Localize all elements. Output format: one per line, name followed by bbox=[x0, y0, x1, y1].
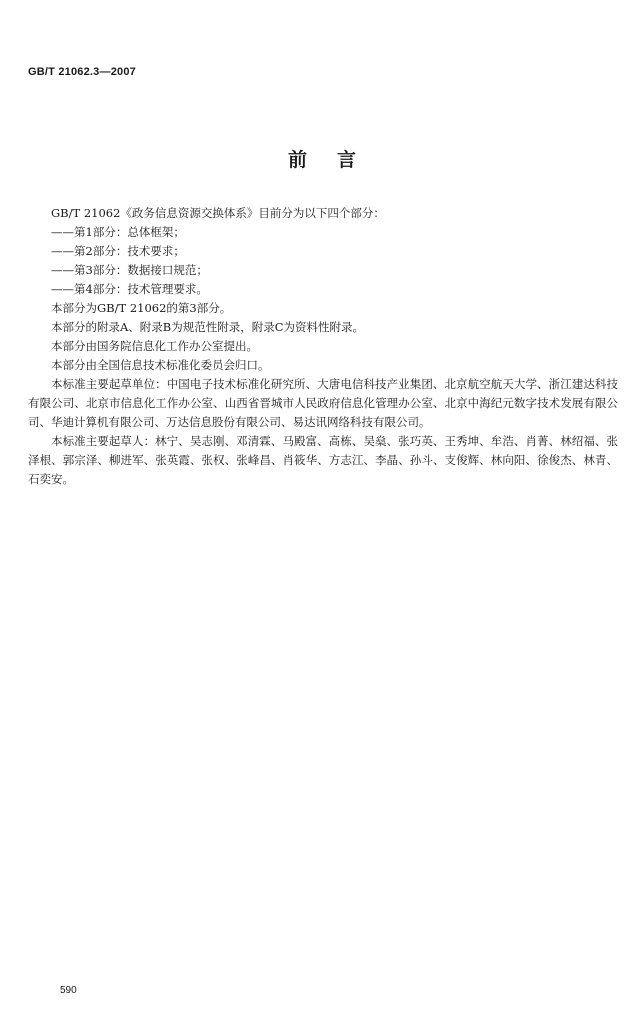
proposed-by-paragraph: 本部分由国务院信息化工作办公室提出。 bbox=[51, 339, 258, 353]
intro-paragraph: GB/T 21062《政务信息资源交换体系》目前分为以下四个部分： bbox=[51, 206, 385, 220]
standard-number: GB/T 21062.3—2007 bbox=[28, 66, 136, 78]
managed-by-paragraph: 本部分由全国信息技术标准化委员会归口。 bbox=[51, 358, 270, 372]
page-title: 前言 bbox=[287, 149, 386, 171]
foreword-body bbox=[28, 204, 618, 489]
drafters-paragraph: 本标准主要起草人：林宁、吴志刚、邓清霖、马殿富、高栋、吴燊、张巧英、王秀坤、牟浩、肖菁、林绍福、张泽根、郭宗泽、柳进军、张英霞、张权、张峰昌、肖筱华、方志江、李晶、孙斗、支俊辉、林向阳、徐俊杰、林青、石奕安。 bbox=[28, 434, 618, 486]
page-number: 590 bbox=[60, 985, 77, 996]
part-list-item-3: ——第3部分：数据接口规范； bbox=[51, 263, 208, 277]
annex-paragraph: 本部分的附录A、附录B为规范性附录，附录C为资料性附录。 bbox=[51, 320, 365, 334]
part-list-item-2: ——第2部分：技术要求； bbox=[51, 244, 185, 258]
part-list-item-1: ——第1部分：总体框架； bbox=[51, 225, 185, 239]
part-list-item-4: ——第4部分：技术管理要求。 bbox=[51, 282, 208, 296]
this-part-paragraph: 本部分为GB/T 21062的第3部分。 bbox=[51, 301, 232, 315]
drafting-units-paragraph: 本标准主要起草单位：中国电子技术标准化研究所、大唐电信科技产业集团、北京航空航天大学、浙江建达科技有限公司、北京市信息化工作办公室、山西省晋城市人民政府信息化管理办公室、北京中海纪元数字技术发展有限公司、华迪计算机有限公司、万达信息股份有限公司、易达讯网络科技有限公司。 bbox=[28, 377, 618, 429]
